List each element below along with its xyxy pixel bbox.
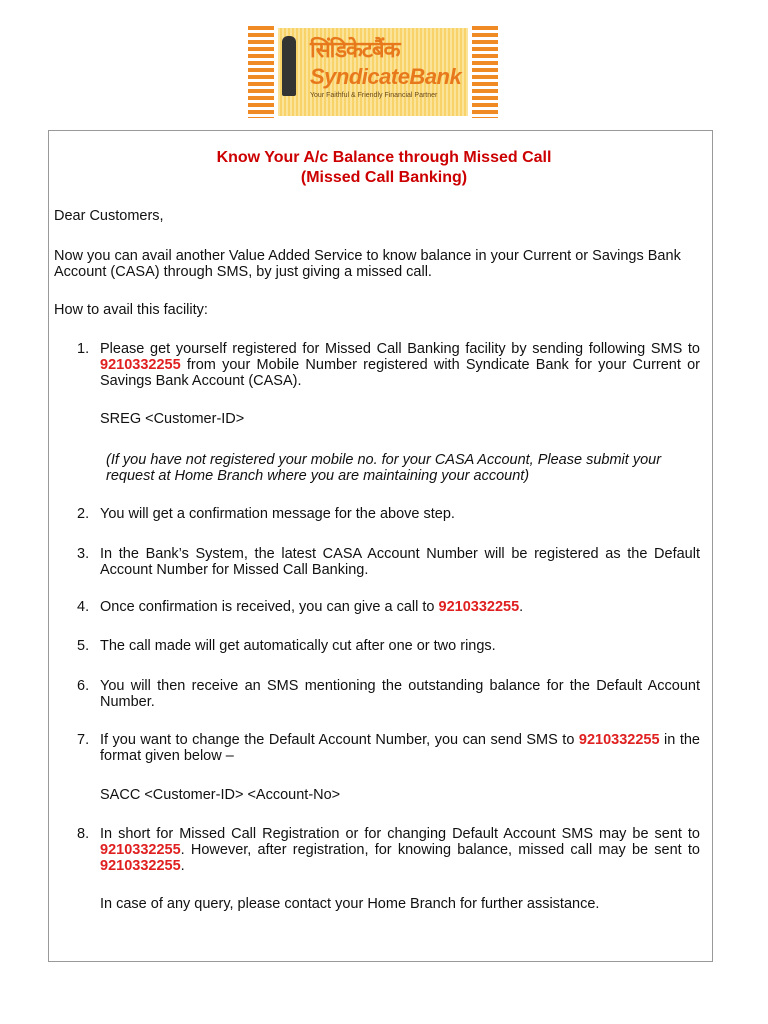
phone-number: 9210332255 — [100, 858, 181, 874]
item-text: in the format given below – — [100, 732, 700, 764]
item-number: 8. — [77, 826, 90, 842]
logo-slogan: Your Faithful & Friendly Financial Partner — [310, 92, 438, 99]
intro-paragraph: Now you can avail another Value Added Service to know balance in your Current or Savings Bank Account (CASA) through SMS, by just giving a missed call. — [54, 248, 681, 280]
item-number: 7. — [77, 732, 90, 748]
phone-number: 9210332255 — [578, 732, 660, 748]
list-item-7 — [100, 732, 700, 764]
registration-note: (If you have not registered your mobile no. for your CASA Account, Please submit your request at Home Branch where you are maintaining your account) — [106, 452, 662, 484]
page-title: Know Your A/c Balance through Missed Call — [216, 149, 552, 166]
item-text: . — [180, 858, 185, 874]
item-number: 3. — [77, 546, 90, 562]
item-text: Once confirmation is received, you can give a call to — [100, 599, 439, 615]
phone-number: 9210332255 — [100, 357, 181, 373]
sreg-format: SREG <Customer-ID> — [100, 411, 245, 427]
item-text: Please get yourself registered for Missed Call Banking facility by sending following SMS to — [100, 341, 700, 357]
list-item-3: In the Bank’s System, the latest CASA Account Number will be registered as the Default Account Number for Missed Call Banking. — [100, 546, 700, 578]
item-number: 6. — [77, 678, 90, 694]
list-item-2: You will get a confirmation message for the above step. — [100, 506, 455, 522]
phone-number: 9210332255 — [438, 599, 520, 615]
logo-stripes-left — [248, 26, 274, 118]
list-item-1 — [100, 341, 700, 389]
logo-bank-name: SyndicateBank — [310, 64, 462, 89]
phone-number: 9210332255 — [100, 842, 181, 858]
page-subtitle: (Missed Call Banking) — [300, 169, 468, 186]
sacc-format: SACC <Customer-ID> <Account-No> — [100, 787, 341, 803]
syndicate-bank-logo — [248, 26, 498, 118]
logo-figure-icon — [282, 36, 296, 96]
list-item-4 — [100, 599, 700, 615]
item-text: from your Mobile Number registered with Syndicate Bank for your Current or Savings Bank Account (CASA). — [100, 357, 700, 389]
item-text: In short for Missed Call Registration or for changing Default Account SMS may be sent to — [100, 826, 700, 842]
item-text: If you want to change the Default Account Number, you can send SMS to — [100, 732, 579, 748]
closing-note: In case of any query, please contact your Home Branch for further assistance. — [100, 896, 600, 912]
item-number: 1. — [77, 341, 90, 357]
logo-stripes-right — [472, 26, 498, 118]
list-item-8 — [100, 826, 700, 874]
item-text: . — [519, 599, 524, 615]
item-text: . However, after registration, for knowing balance, missed call may be sent to — [180, 842, 700, 858]
item-number: 4. — [77, 599, 90, 615]
item-number: 5. — [77, 638, 90, 654]
how-to-heading: How to avail this facility: — [54, 302, 208, 318]
greeting: Dear Customers, — [54, 208, 164, 224]
logo-hindi-text: सिंडिकेटबैंक — [310, 38, 400, 63]
list-item-5: The call made will get automatically cut after one or two rings. — [100, 638, 496, 654]
list-item-6: You will then receive an SMS mentioning the outstanding balance for the Default Account Number. — [100, 678, 700, 710]
item-number: 2. — [77, 506, 90, 522]
